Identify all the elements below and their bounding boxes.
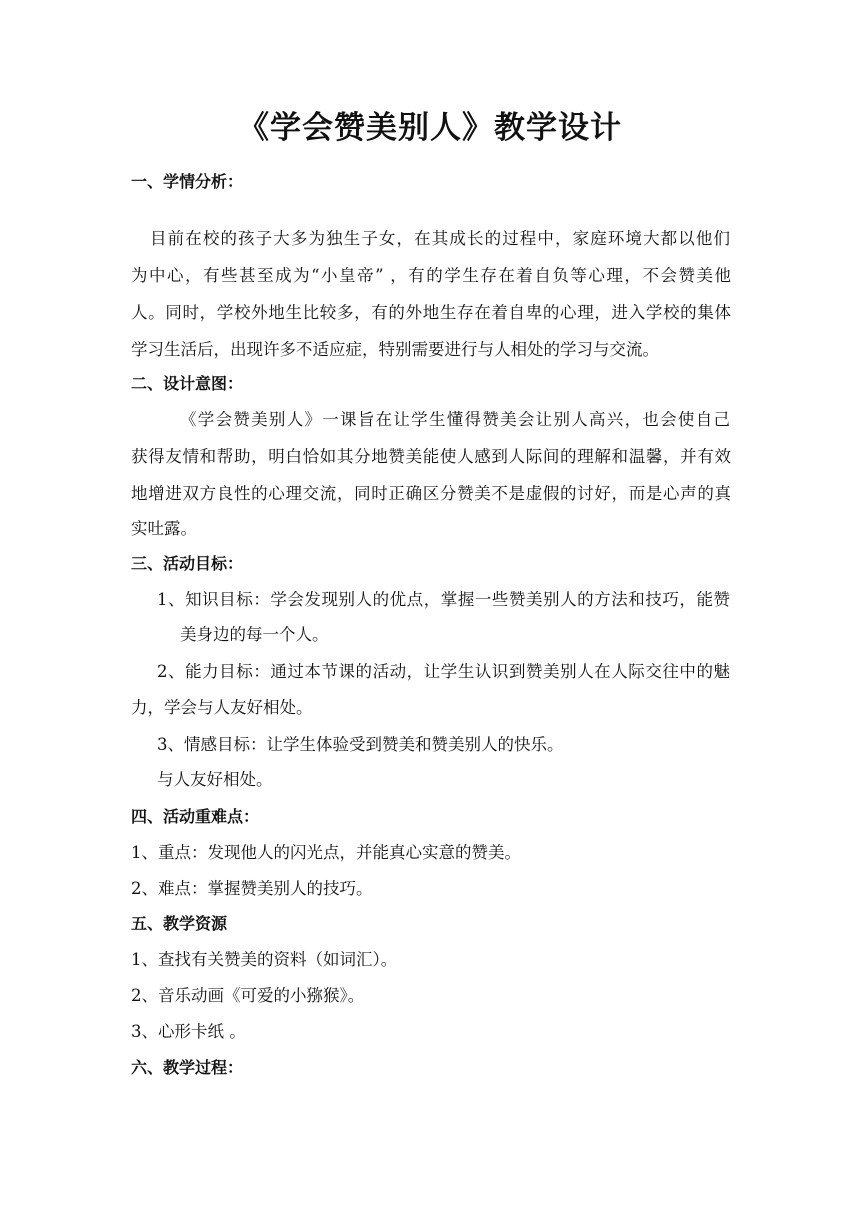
key-point-line: 1、重点：发现他人的闪光点，并能真心实意的赞美。	[131, 843, 521, 862]
goal-line: 1、知识目标：学会发现别人的优点，掌握一些赞美别人的方法和技巧，能赞	[157, 590, 730, 609]
section-heading-activity-goals: 三、活动目标：	[131, 554, 244, 573]
section-heading-design-intent: 二、设计意图：	[131, 374, 244, 393]
resource-line: 2、音乐动画《可爱的小猕猴》。	[131, 986, 365, 1005]
paragraph-line: 目前在校的孩子大多为独生子女，在其成长的过程中，家庭环境大都以他们	[150, 229, 730, 248]
section-heading-teaching-resources: 五、教学资源	[131, 914, 228, 933]
paragraph-line: 地增进双方良性的心理交流，同时正确区分赞美不是虚假的讨好，而是心声的真	[131, 484, 731, 503]
key-point-line: 2、难点：掌握赞美别人的技巧。	[131, 879, 373, 898]
resource-line: 3、心形卡纸 。	[131, 1022, 246, 1041]
goal-line: 与人友好相处。	[157, 770, 273, 789]
section-heading-teaching-process: 六、教学过程：	[131, 1058, 244, 1077]
goal-line: 力，学会与人友好相处。	[131, 698, 313, 717]
paragraph-line: 学习生活后，出现许多不适应症，特别需要进行与人相处的学习与交流。	[131, 340, 659, 359]
goal-line: 美身边的每一个人。	[180, 625, 329, 644]
paragraph-line: 为中心，有些甚至成为“小皇帝” ，有的学生存在着自负等心理，不会赞美他	[131, 266, 731, 285]
paragraph-line: 人。同时，学校外地生比较多，有的外地生存在着自卑的心理，进入学校的集体	[131, 303, 731, 322]
goal-line: 3、情感目标：让学生体验受到赞美和赞美别人的快乐。	[157, 735, 564, 754]
section-heading-key-points: 四、活动重难点：	[131, 807, 260, 826]
goal-line: 2、能力目标：通过本节课的活动，让学生认识到赞美别人在人际交往中的魅	[157, 662, 730, 681]
paragraph-line: 《学会赞美别人》一课旨在让学生懂得赞美会让别人高兴，也会使自己	[180, 410, 730, 429]
resource-line: 1、查找有关赞美的资料（如词汇）。	[131, 950, 398, 969]
paragraph-line: 实吐露。	[131, 519, 197, 538]
document-title: 《学会赞美别人》教学设计	[238, 110, 622, 146]
section-heading-learning-analysis: 一、学情分析：	[131, 172, 244, 191]
paragraph-line: 获得友情和帮助，明白恰如其分地赞美能使人感到人际间的理解和温馨，并有效	[131, 447, 731, 466]
